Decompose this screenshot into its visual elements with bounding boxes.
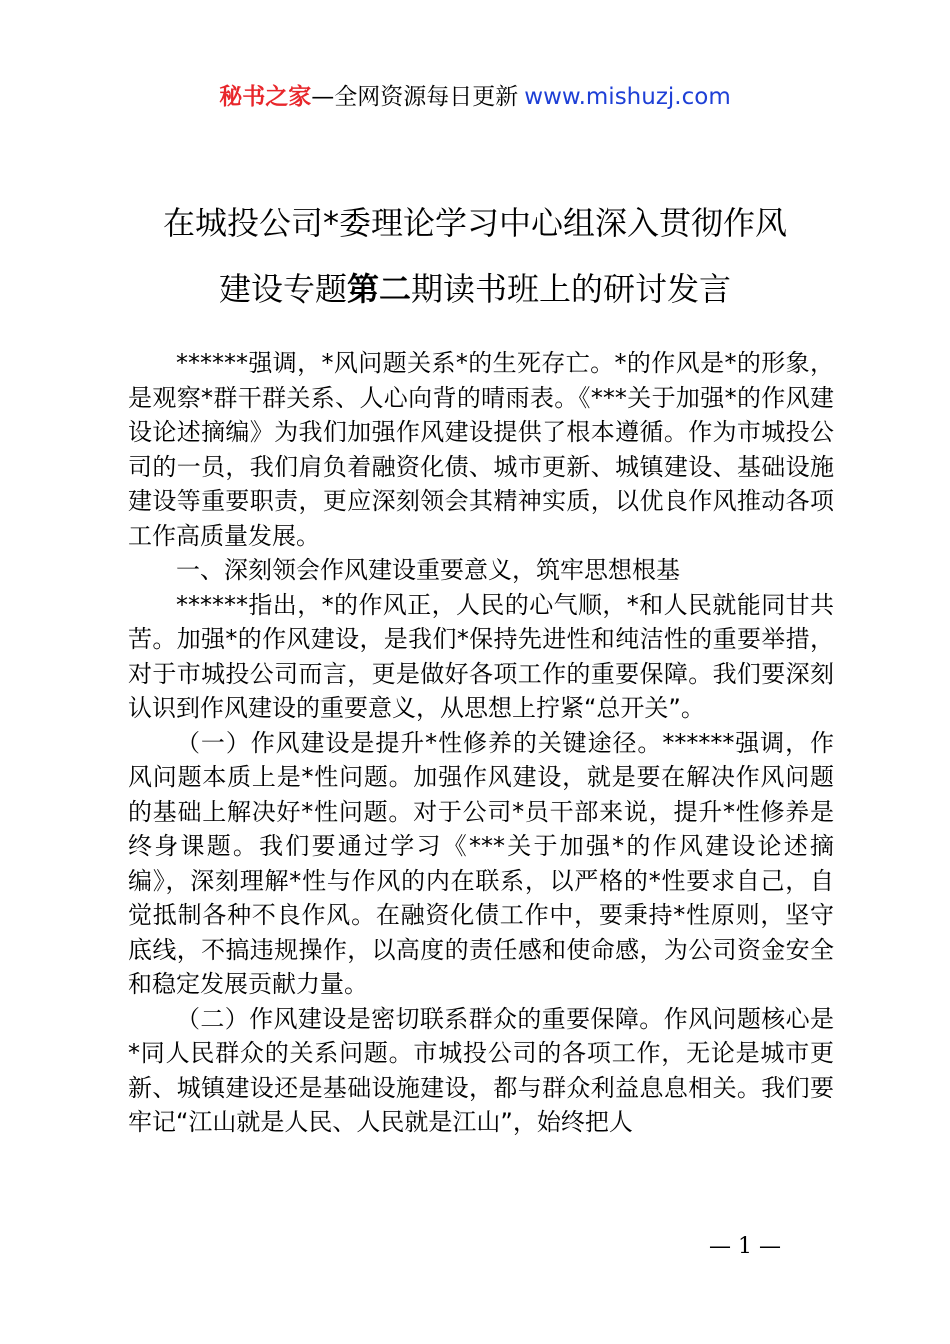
- paragraph-subsection-2: （二）作风建设是密切联系群众的重要保障。作风问题核心是*同人民群众的关系问题。市城投公司的各项工作，无论是城市更新、城镇建设还是基础设施建设，都与群众利益息息相关。我们要牢记“江山就是人民、人民就是江山”，始终把人: [128, 1004, 834, 1136]
- title-line-2-post: 期读书班上的研讨发言: [411, 270, 732, 308]
- paragraph-subsection-1: （一）作风建设是提升*性修养的关键途径。******强调，作风问题本质上是*性问题。加强作风建设，就是要在解决作风问题的基础上解决好*性问题。对于公司*员干部来说，提升*性修养是终身课题。我们要通过学习《***关于加强*的作风建设论述摘编》，深刻理解*性与作风的内在联系，以严格的*性要求自己，自觉抵制各种不良作风。在融资化债工作中，要秉持*性原则，坚守底线，不搞违规操作，以高度的责任感和使命感，为公司资金安全和稳定发展贡献力量。: [128, 728, 834, 998]
- title-line-2-bold: 第二: [346, 270, 411, 308]
- title-line-2-pre: 建设专题: [218, 270, 347, 308]
- title-line-2: [100, 256, 850, 322]
- page-number: — 1 —: [709, 1234, 781, 1259]
- paragraph-intro: ******强调，*风问题关系*的生死存亡。*的作风是*的形象，是观察*群干群关系、人心向背的晴雨表。《***关于加强*的作风建设论述摘编》为我们加强作风建设提供了根本遵循。作为市城投公司的一员，我们肩负着融资化债、城市更新、城镇建设、基础设施建设等重要职责，更应深刻领会其精神实质，以优良作风推动各项工作高质量发展。: [128, 349, 834, 550]
- header-tagline: —全网资源每日更新: [311, 84, 519, 110]
- document-title: [100, 190, 850, 322]
- section-heading-1: 一、深刻领会作风建设重要意义，筑牢思想根基: [176, 556, 680, 584]
- paragraph-section-1: ******指出，*的作风正，人民的心气顺，*和人民就能同甘共苦。加强*的作风建设，是我们*保持先进性和纯洁性的重要举措，对于市城投公司而言，更是做好各项工作的重要保障。我们要深刻认识到作风建设的重要意义，从思想上拧紧“总开关”。: [128, 590, 834, 722]
- site-header: [0, 82, 950, 112]
- title-line-1: 在城投公司*委理论学习中心组深入贯彻作风: [162, 204, 787, 242]
- document-body: [128, 346, 834, 1140]
- site-url[interactable]: www.mishuzj.com: [524, 84, 731, 110]
- brand-name: 秘书之家: [219, 84, 312, 110]
